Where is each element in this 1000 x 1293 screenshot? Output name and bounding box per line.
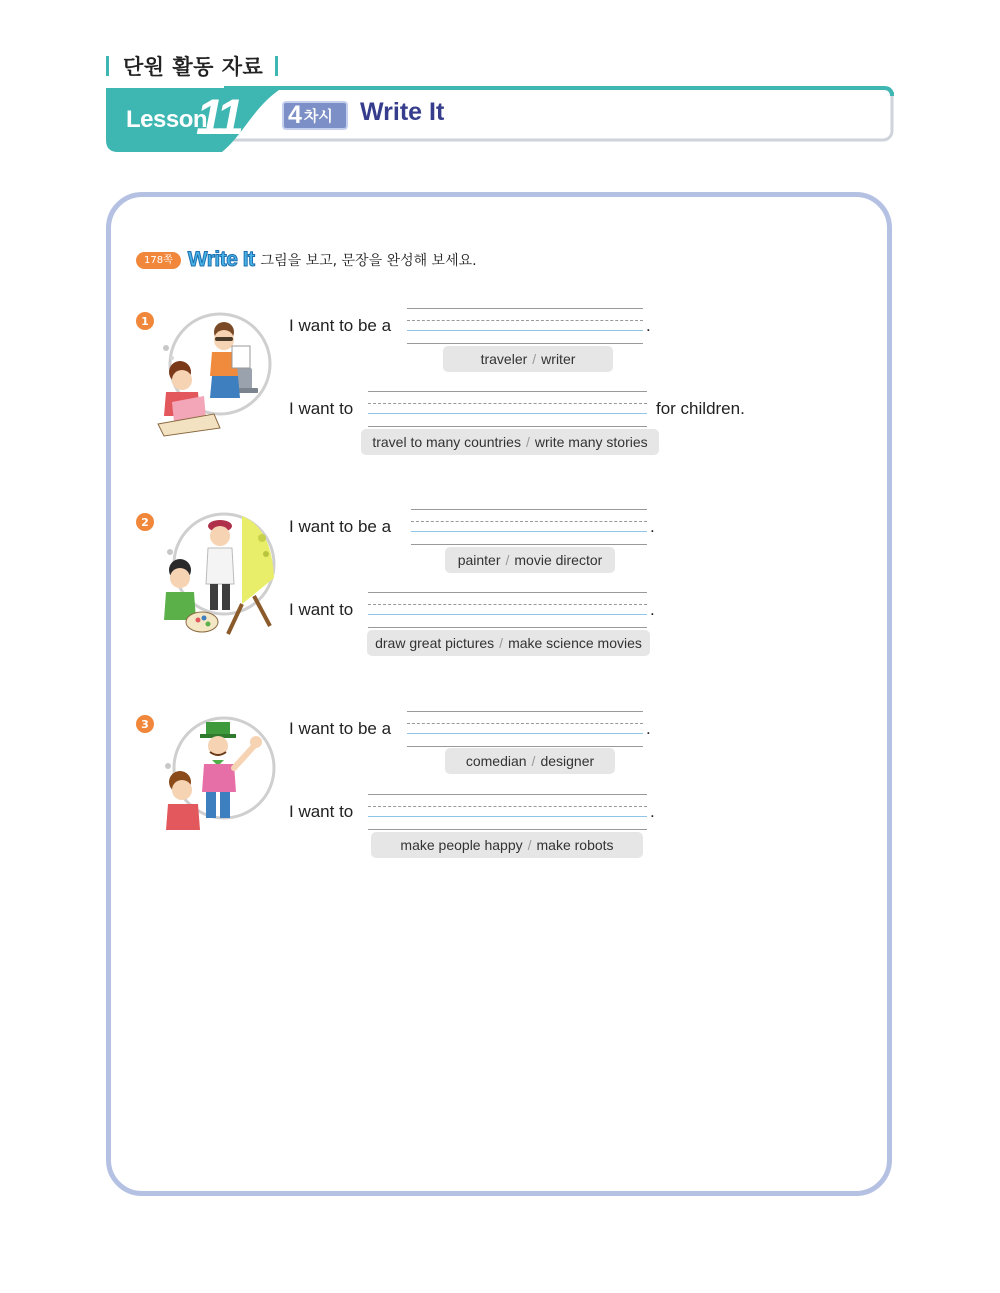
item-1-sentence-2-suffix: for children. [656,399,745,418]
item-1-number: 1 [136,312,154,330]
item-2-number: 2 [136,513,154,531]
choice-option: traveler [480,351,528,367]
lesson-number: 11 [196,89,240,145]
period-unit: 차시 [303,107,333,125]
item-2-illustration [158,508,278,642]
item-1-choices-2: travel to many countries / write many stories [361,429,659,455]
item-2-sentence-1-prefix: I want to be a [289,517,392,536]
choice-option: make science movies [508,635,642,651]
choice-option: painter [457,552,501,568]
period-number: 4 [288,101,302,129]
item-1-illustration [154,306,276,438]
choice-option: draw great pictures [375,635,495,651]
heading-bar-left [106,56,109,76]
item-3-choices-1: comedian / designer [445,748,615,774]
item-2-sentence-2-prefix: I want to [289,600,354,619]
choice-option: comedian [465,753,527,769]
item-1-sentence-1-period: . [646,316,651,335]
page-heading [106,52,278,80]
item-3-sentence-2-prefix: I want to [289,802,354,821]
section-title: 단원 활동 자료 [123,55,264,79]
instruction-text: 그림을 보고, 문장을 완성해 보세요. [260,253,477,269]
item-1-sentence-1-prefix: I want to be a [289,316,392,335]
item-2-choices-2: draw great pictures / make science movies [367,630,650,656]
period-badge [282,101,348,130]
item-3-answer-1-blank[interactable] [407,711,643,747]
item-3-sentence-1-period: . [646,719,651,738]
item-1-answer-1-blank[interactable] [407,308,643,344]
instruction-row [136,249,477,271]
lesson-label: Lesson [126,106,208,133]
item-2-choices-1: painter / movie director [445,547,615,573]
lesson-title: Write It [360,98,445,126]
item-1-choices-1: traveler / writer [443,346,613,372]
choice-option: writer [541,351,576,367]
item-3-sentence-2-period: . [650,802,655,821]
lesson-banner [104,86,896,154]
item-3-illustration [158,712,278,836]
choice-option: make people happy [400,837,523,853]
item-2-answer-2-blank[interactable] [368,592,647,628]
choice-option: write many stories [534,434,648,450]
item-2-answer-1-blank[interactable] [411,509,647,545]
write-it-logo: Write It [187,248,255,271]
item-2-sentence-1-period: . [650,517,655,536]
item-3-sentence-1-prefix: I want to be a [289,719,392,738]
choice-option: travel to many countries [372,434,521,450]
heading-bar-right [275,56,278,76]
item-3-choices-2: make people happy / make robots [371,832,643,858]
item-3-answer-2-blank[interactable] [368,794,647,830]
choice-option: make robots [536,837,614,853]
item-3-number: 3 [136,715,154,733]
choice-option: designer [540,753,595,769]
page-reference-badge: 178쪽 [136,252,181,269]
item-1-answer-2-blank[interactable] [368,391,647,427]
item-2-sentence-2-period: . [650,600,655,619]
choice-option: movie director [514,552,603,568]
item-1-sentence-2-prefix: I want to [289,399,354,418]
